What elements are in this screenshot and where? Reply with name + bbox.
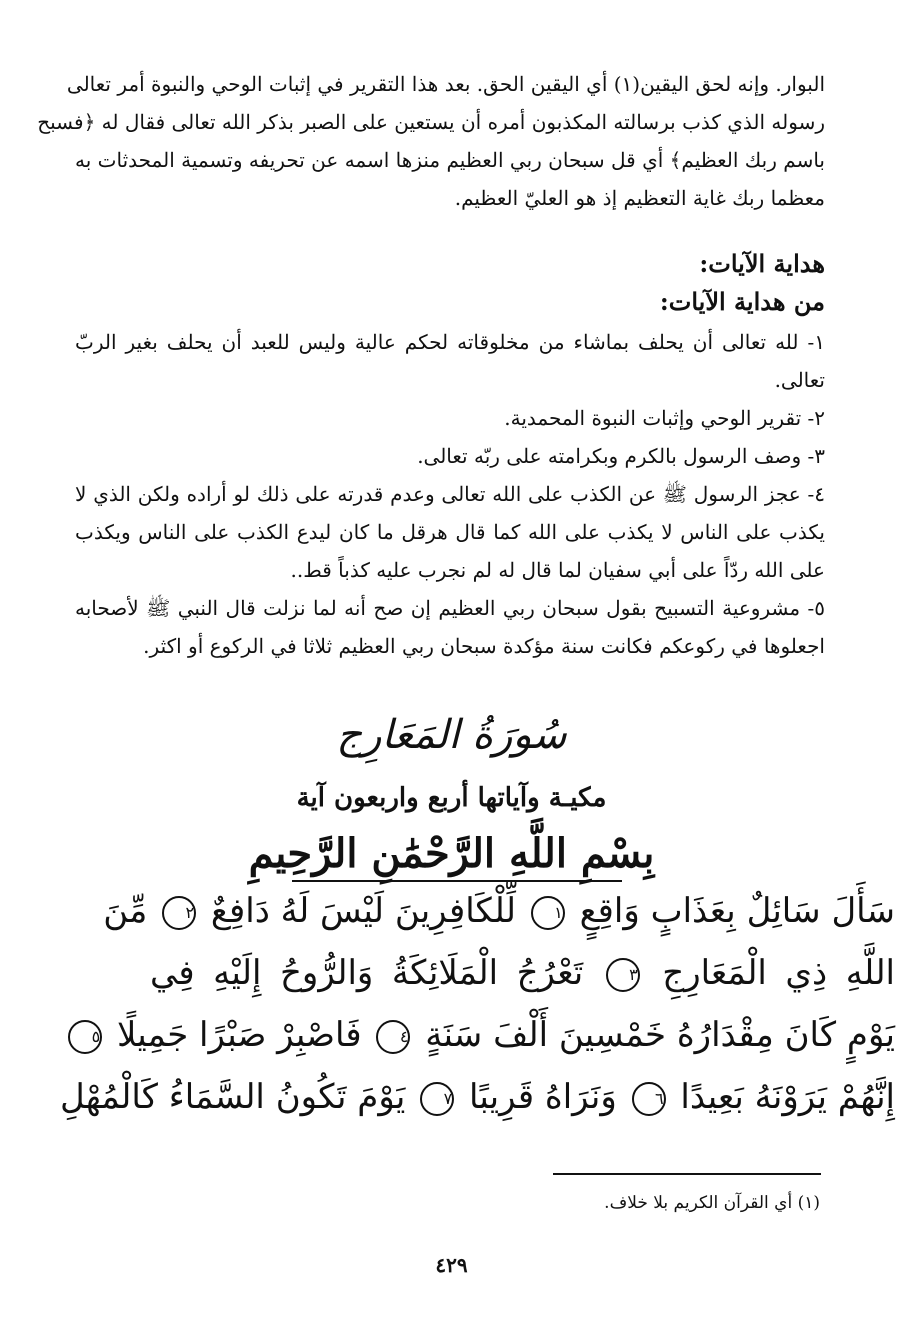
point-line: يكذب على الناس لا يكذب على الله كما قال هرقل ما كان ليدع الكذب على الناس ويكذب (75, 520, 825, 544)
page-number: ٤٢٩ (435, 1253, 468, 1277)
section-heading: هداية الآيات: (699, 249, 825, 278)
verse-text: يَوْمَ تَكُونُ السَّمَاءُ كَالْمُهْلِ (59, 1077, 406, 1117)
quran-line (150, 942, 895, 1004)
verse-text: تَعْرُجُ الْمَلَائِكَةُ وَالرُّوحُ إِلَيْهِ فِي (150, 953, 584, 993)
point-line: تعالى. (774, 368, 825, 392)
ayah-number-marker: ٧ (420, 1082, 454, 1116)
commentary-line: رسوله الذي كذب برسالته المكذبون أمره أن يستعين على الصبر بذكر الله تعالى فقال له ﴿فسبح (37, 110, 825, 134)
verse-text: لِّلْكَافِرِينَ لَيْسَ لَهُ دَافِعٌ (210, 891, 516, 931)
ayah-number-marker: ٢ (162, 896, 196, 930)
verse-text: سَأَلَ سَائِلٌ بِعَذَابٍ وَاقِعٍ (579, 891, 895, 931)
verse-text: مِّنَ (103, 891, 148, 931)
verse-text: وَنَرَاهُ قَرِيبًا (468, 1077, 617, 1117)
ayah-number-marker: ٤ (376, 1020, 410, 1054)
section-heading: من هداية الآيات: (659, 287, 825, 316)
verse-text: إِنَّهُمْ يَرَوْنَهُ بَعِيدًا (680, 1077, 895, 1117)
surah-subtitle: مكيـة وآياتها أربع واربعون آية (296, 783, 607, 813)
quran-text (59, 880, 895, 1128)
ayah-number-marker: ٦ (632, 1082, 666, 1116)
footnote: (١) أي القرآن الكريم بلا خلاف. (604, 1193, 820, 1213)
point-line: ٢- تقرير الوحي وإثبات النبوة المحمدية. (504, 406, 825, 430)
basmala: بِسْمِ اللَّهِ الرَّحْمَٰنِ الرَّحِيمِ (248, 830, 655, 877)
ayah-number-marker: ١ (531, 896, 565, 930)
footnote-separator (553, 1173, 821, 1175)
guidance-points (75, 330, 825, 672)
commentary-body (37, 72, 825, 224)
point-line: ٥- مشروعية التسبيح بقول سبحان ربي العظيم إن صح أنه لما نزلت قال النبي ﷺ لأصحابه (75, 596, 825, 620)
point-line: ٣- وصف الرسول بالكرم وبكرامته على ربّه تعالى. (417, 444, 825, 468)
commentary-line: البوار. وإنه لحق اليقين(١) أي اليقين الحق. بعد هذا التقرير في إثبات الوحي والنبوة أمر تعالى (66, 72, 825, 96)
surah-title: سُورَةُ المَعَارِج (336, 712, 567, 758)
quran-line (59, 1066, 895, 1128)
point-line: اجعلوها في ركوعكم فكانت سنة مؤكدة سبحان ربي العظيم ثلاثا في الركوع أو اكثر. (143, 634, 825, 658)
guidance-headings (75, 248, 825, 324)
commentary-line: باسم ربك العظيم﴾ أي قل سبحان ربي العظيم منزها اسمه عن تحريفه وتسمية المحدثات به (75, 148, 825, 172)
point-line: على الله ردّاً على أبي سفيان لما قال له لم نجرب عليه كذباً قط.. (290, 558, 825, 582)
quran-line (103, 880, 895, 942)
quran-line (91, 1004, 895, 1066)
verse-text: فَاصْبِرْ صَبْرًا جَمِيلًا (116, 1015, 362, 1055)
verse-text: اللَّهِ ذِي الْمَعَارِجِ (662, 953, 895, 993)
point-line: ٤- عجز الرسول ﷺ عن الكذب على الله تعالى وعدم قدرته على ذلك لو أراده ولكن الذي لا (75, 482, 825, 506)
commentary-line: معظما ربك غاية التعظيم إذ هو العليّ العظيم. (454, 186, 825, 210)
point-line: ١- لله تعالى أن يحلف بماشاء من مخلوقاته لحكم عالية وليس للعبد أن يحلف بغير الربّ (75, 330, 825, 354)
ayah-number-marker: ٥ (68, 1020, 102, 1054)
verse-text: يَوْمٍ كَانَ مِقْدَارُهُ خَمْسِينَ أَلْفَ سَنَةٍ (425, 1015, 895, 1055)
ayah-number-marker: ٣ (606, 958, 640, 992)
